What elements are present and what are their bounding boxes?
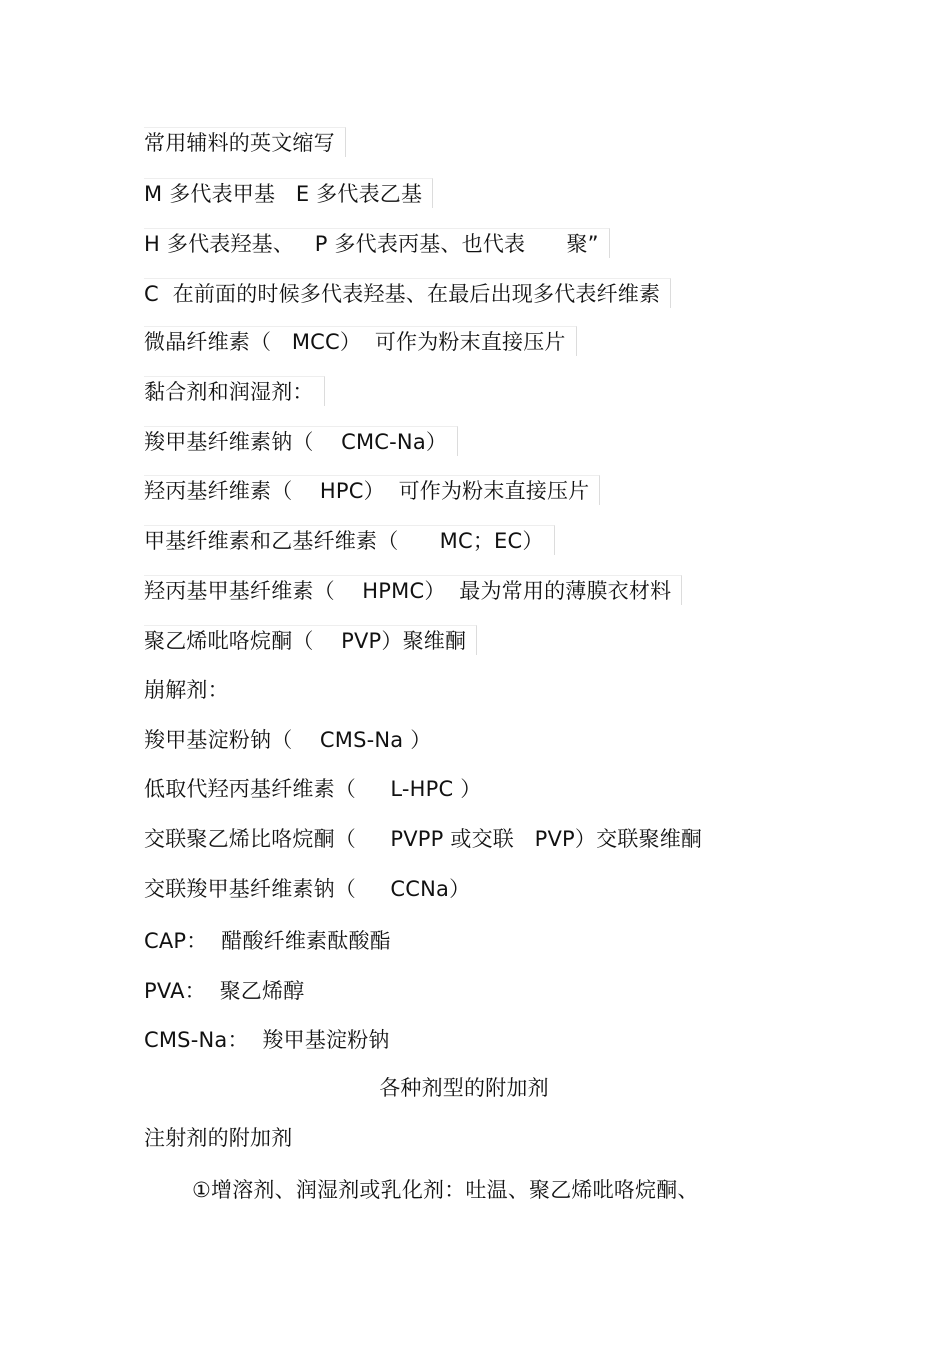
section-heading-injection: 注射剂的附加剂 [144, 1126, 293, 1150]
section-heading-disintegrants: 崩解剂： [144, 678, 229, 702]
text-line: ①增溶剂、润湿剂或乳化剂：吐温、聚乙烯吡咯烷酮、 [192, 1178, 699, 1202]
text-line: 交联羧甲基纤维素钠（ CCNa） [144, 877, 471, 901]
text-line: 甲基纤维素和乙基纤维素（ MC；EC） [144, 525, 555, 555]
section-heading-binders: 黏合剂和润湿剂： [144, 376, 325, 406]
text-line: H 多代表羟基、 P 多代表丙基、也代表 聚” [144, 228, 610, 258]
text-line: 羧甲基淀粉钠（ CMS-Na ） [144, 728, 432, 752]
text-line: 交联聚乙烯比咯烷酮（ PVPP 或交联 PVP）交联聚维酮 [144, 827, 703, 851]
text-line: 微晶纤维素（ MCC） 可作为粉末直接压片 [144, 326, 577, 356]
text-line: 低取代羟丙基纤维素（ L-HPC ） [144, 777, 482, 801]
section-title-centered: 各种剂型的附加剂 [379, 1076, 549, 1100]
text-line: M 多代表甲基 E 多代表乙基 [144, 178, 433, 208]
text-line: C 在前面的时候多代表羟基、在最后出现多代表纤维素 [144, 278, 671, 308]
text-line: 羧甲基纤维素钠（ CMC-Na） [144, 426, 458, 456]
text-line: PVA： 聚乙烯醇 [144, 979, 305, 1003]
text-line: 聚乙烯吡咯烷酮（ PVP）聚维酮 [144, 625, 477, 655]
text-line: CMS-Na： 羧甲基淀粉钠 [144, 1028, 390, 1052]
text-line: 羟丙基甲基纤维素（ HPMC） 最为常用的薄膜衣材料 [144, 575, 682, 605]
document-title: 常用辅料的英文缩写 [144, 127, 346, 157]
text-line: 羟丙基纤维素（ HPC） 可作为粉末直接压片 [144, 475, 600, 505]
text-line: CAP： 醋酸纤维素酞酸酯 [144, 929, 391, 953]
